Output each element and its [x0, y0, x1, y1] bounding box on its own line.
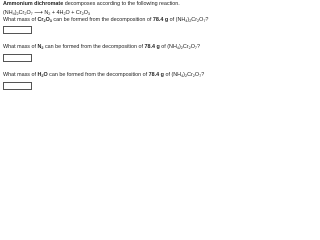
question-2-of: of: [159, 44, 168, 50]
question-2-end: ?: [197, 44, 200, 50]
question-1-prefix: What mass of: [3, 17, 38, 23]
equation-products: $N_2 + 4H_2O + Cr_2O_3$: [44, 10, 91, 16]
question-3-end: ?: [201, 72, 205, 78]
question-1: [3, 17, 208, 23]
answer-input-1[interactable]: [3, 26, 32, 34]
question-2-prefix: What mass of: [3, 44, 38, 50]
question-3-amount: 78.4 g: [148, 72, 164, 78]
question-3-source: $(NH_4)_2Cr_2O_7$: [171, 72, 202, 78]
question-2-amount: 78.4 g: [144, 44, 160, 50]
question-3: [3, 72, 204, 78]
question-1-source: $(NH_4)_2Cr_2O_7$: [175, 17, 206, 23]
problem-page: [0, 0, 209, 99]
question-1-suffix: can be formed from the decomposition of: [51, 17, 153, 23]
reaction-equation: [3, 10, 90, 16]
question-1-amount: 78.4 g: [152, 17, 169, 23]
question-3-of: of: [163, 72, 172, 78]
question-1-end: ?: [205, 17, 209, 23]
question-2-suffix: can be formed from the decomposition of: [43, 44, 145, 50]
intro-text: decomposes according to the following reaction.: [63, 1, 180, 7]
equation-reactant: $(NH_4)_2Cr_2O_7$: [3, 10, 33, 16]
answer-input-2[interactable]: [3, 54, 32, 62]
question-3-target: $H_2O$: [37, 72, 48, 78]
intro-title: Ammonium dichromate: [3, 1, 64, 7]
reaction-arrow-icon: ⟶: [34, 10, 43, 16]
question-2: [3, 44, 200, 50]
question-1-target: $Cr_2O_3$: [37, 17, 52, 23]
question-2-source: $(NH_4)_2Cr_2O_7$: [167, 44, 197, 50]
question-1-of: of: [168, 17, 176, 23]
question-3-prefix: What mass of: [3, 72, 38, 78]
intro-sentence: [3, 1, 180, 7]
question-2-target: $N_2$: [37, 44, 44, 50]
question-3-suffix: can be formed from the decomposition of: [47, 72, 149, 78]
answer-input-3[interactable]: [3, 82, 32, 90]
